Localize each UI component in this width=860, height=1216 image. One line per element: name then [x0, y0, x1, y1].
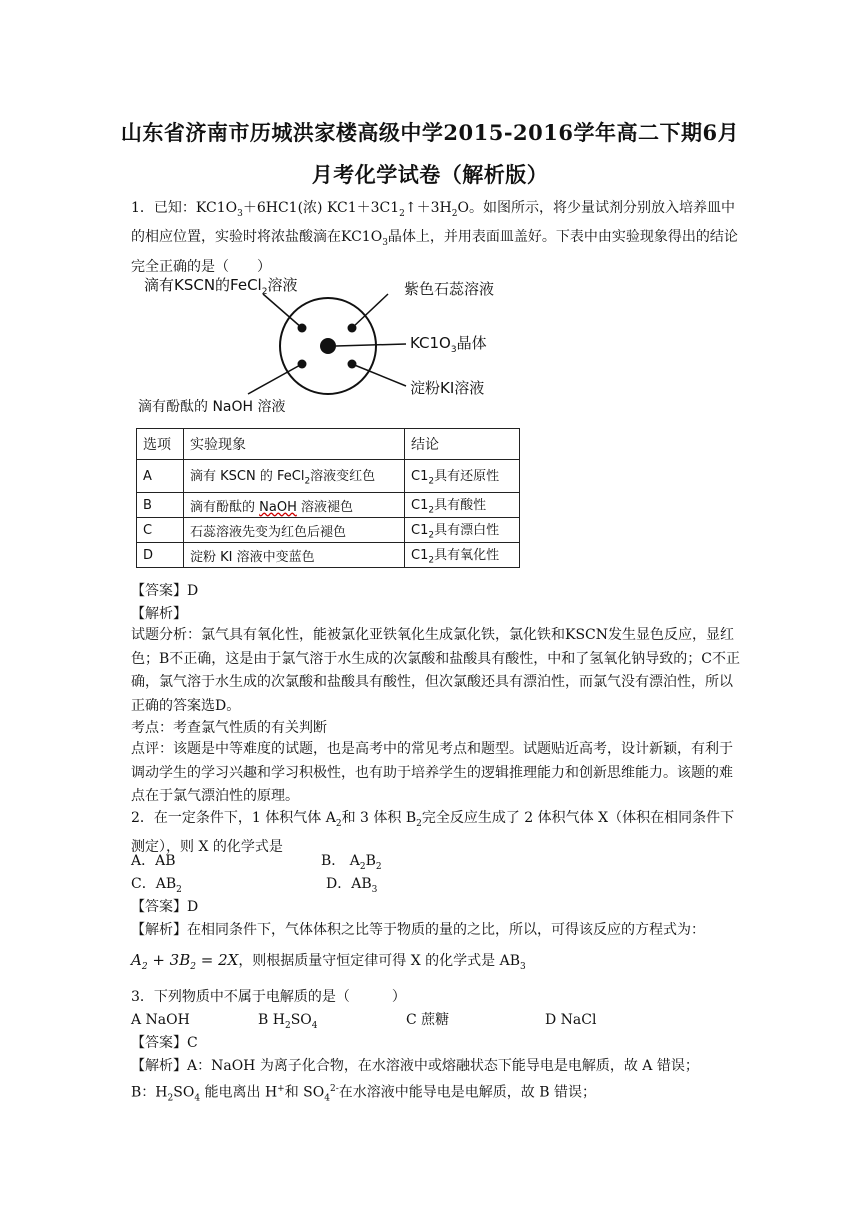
q1-dianping: 点评：该题是中等难度的试题，也是高考中的常见考点和题型。试题贴近高考，设计新颖，有利于调动学生的学习兴趣和学习积极性，也有助于培养学生的逻辑推理能力和创新思维能力。该题的难点在于氯气漂泊性的原理。	[131, 741, 733, 804]
q3-answer: 【答案】C	[131, 1035, 198, 1051]
title-line-2: 月考化学试卷（解析版）	[311, 162, 549, 187]
row-phenomenon: 滴有 KSCN 的 FeCl$_2$溶液变红色	[184, 460, 405, 493]
q2-analysis: 【解析】在相同条件下，气体体积之比等于物质的量的之比，所以，可得该反应的方程式为：	[131, 922, 705, 938]
q3-option-c: C 蔗糖	[406, 1012, 450, 1028]
row-phenomenon: 石蕊溶液先变为红色后褪色	[184, 518, 405, 543]
row-conclusion: $C1_2$具有酸性	[405, 493, 520, 518]
q2-option-b: B． $A_2B_2$	[321, 853, 382, 872]
q2-option-a: A．AB	[131, 853, 176, 869]
q1-answer: 【答案】D	[131, 583, 199, 599]
table-row	[137, 518, 520, 543]
q2-answer: 【答案】D	[131, 899, 199, 915]
label-starch-ki: 淀粉KI溶液	[410, 379, 485, 397]
label-kscn-fecl2: 滴有KSCN的FeCl$_2$溶液	[144, 276, 298, 297]
row-conclusion: $C1_2$具有氧化性	[405, 543, 520, 568]
q2-equation: $A_2 + 3B_2 = 2X$，则根据质量守恒定律可得 X 的化学式是 $AB_3$	[131, 951, 526, 972]
q3-option-a: A NaOH	[131, 1012, 190, 1028]
question-2-text: 2．在一定条件下，1 体积气体 $A_2$和 3 体积 $B_2$完全反应生成了 2 体积气体 X（体积在相同条件下测定），则 X 的化学式是	[131, 810, 735, 856]
row-option: B	[137, 493, 184, 518]
label-litmus: 紫色石蕊溶液	[404, 280, 495, 298]
row-option: A	[137, 460, 184, 493]
question-1-text: 1．已知：$KC1O_3+6HC1$(浓) $KC1+3C1_2↑+3H_2O$。如图所示，将少量试剂分别放入培养皿中的相应位置，实验时将浓盐酸滴在$KC1O_3$晶体上，并用表面皿盖好。下表中由实验现象得出的结论完全正确的是（ ）	[131, 200, 738, 275]
q3-option-d: D NaCl	[545, 1012, 597, 1028]
q2-option-d: D．$AB_3$	[326, 876, 378, 895]
table-row	[137, 493, 520, 518]
table-row	[137, 543, 520, 568]
header-option: 选项	[137, 429, 184, 460]
row-option: C	[137, 518, 184, 543]
table-header-row	[137, 429, 520, 460]
table-row	[137, 460, 520, 493]
q3-analysis-b: B：$H_2SO_4$ 能电离出 H+和 $SO_4^{2-}$在水溶液中能导电是电解质，故 B 错误；	[131, 1084, 596, 1104]
q3-analysis-a: 【解析】A：NaOH 为离子化合物，在水溶液中或熔融状态下能导电是电解质，故 A 错误；	[131, 1058, 699, 1074]
row-conclusion: $C1_2$具有漂白性	[405, 518, 520, 543]
label-phenolphthalein-naoh: 滴有酚酞的 NaOH 溶液	[138, 399, 286, 415]
experiment-table	[136, 428, 520, 568]
experiment-figure	[138, 270, 528, 418]
row-phenomenon: 淀粉 KI 溶液中变蓝色	[184, 543, 405, 568]
row-conclusion: $C1_2$具有还原性	[405, 460, 520, 493]
header-phenomenon: 实验现象	[184, 429, 405, 460]
row-option: D	[137, 543, 184, 568]
q1-analysis-label: 【解析】	[131, 606, 187, 622]
q1-kaodian: 考点：考查氯气性质的有关判断	[131, 720, 327, 736]
row-phenomenon: 滴有酚酞的 NaOH 溶液褪色	[184, 493, 405, 518]
q1-analysis: 试题分析：氯气具有氧化性，能被氯化亚铁氧化生成氯化铁，氯化铁和KSCN发生显色反应，显红色；B不正确，这是由于氯气溶于水生成的次氯酸和盐酸具有酸性，中和了氢氧化钠导致的；C不正确，氯气溶于水生成的次氯酸和盐酸具有酸性，但次氯酸还具有漂泊性，而氯气没有漂泊性，所以正确的答案选D。	[131, 627, 740, 714]
question-3-text: 3．下列物质中不属于电解质的是（ ）	[131, 989, 406, 1005]
q3-option-b: B $H_2SO_4$	[258, 1012, 318, 1031]
q2-option-c: C．$AB_2$	[131, 876, 182, 895]
label-kclo3-crystal: $KC1O_3$晶体	[410, 334, 487, 355]
header-conclusion: 结论	[405, 429, 520, 460]
title-line-1: 山东省济南市历城洪家楼高级中学2015-2016学年高二下期6月	[120, 120, 740, 145]
